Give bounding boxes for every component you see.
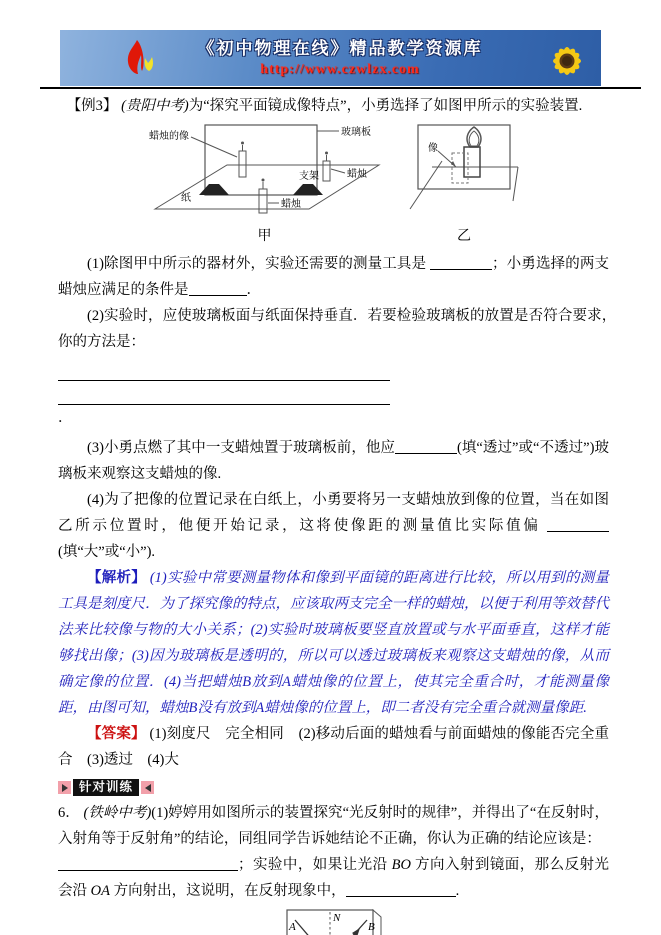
question-3	[58, 435, 609, 487]
example-tag: 【例3】	[66, 98, 118, 114]
figure-plane-mirror	[58, 908, 609, 935]
q1-text-pre: (1)除图甲中所示的器材外，实验还需要的测量工具是	[87, 256, 427, 272]
q6-blank-2	[346, 882, 456, 897]
example-source: (贵阳中考)	[121, 98, 189, 114]
label-ray-a: A	[288, 921, 296, 933]
answer-text: (1)刻度尺 完全相同 (2)移动后面的蜡烛看与前面蜡烛的像能否完全重合 (3)透过 (4)大	[58, 726, 610, 768]
q3-blank	[395, 439, 457, 454]
q6-mid-a: ；实验中，如果让光沿	[238, 857, 392, 873]
q6-text1: (1)婷婷用如图所示的装置探究“光反射时的规律”，并得出了“在反射时，入射角等于反射角”的结论，同组同学告诉她结论不正确，你认为正确的结论应该是：	[58, 805, 609, 847]
analysis-paragraph	[58, 565, 609, 721]
q6-blank-1	[58, 856, 238, 871]
q1-blank-2	[189, 281, 247, 296]
experiment-figures	[58, 121, 609, 245]
analysis-tag: 【解析】	[87, 570, 146, 586]
label-candle-front: 蜡烛	[281, 199, 301, 210]
badge-left-arrow-icon	[58, 781, 71, 794]
answer-tag: 【答案】	[87, 726, 146, 742]
label-bracket: 支架	[299, 171, 319, 182]
label-candle-right: 蜡烛	[347, 169, 367, 180]
q4-blank	[547, 517, 609, 532]
label-image: 像	[428, 143, 438, 154]
site-title: 《初中物理在线》精品教学资源库	[197, 39, 483, 58]
q6-mid-b: 方向入射到镜面，那么反射光会沿	[58, 857, 610, 899]
header-divider	[40, 87, 641, 89]
header-banner	[60, 30, 601, 86]
q4-text-pre: (4)为了把像的位置记录在白纸上，小勇要将另一支蜡烛放到像的位置，当在如图乙所示位置时，他便开始记录，这将使像距的测量值比实际值偏	[58, 492, 609, 534]
example-intro: 为“探究平面镜成像特点”，小勇选择了如图甲所示的实验装置.	[188, 98, 583, 114]
badge-right-arrow-icon	[141, 781, 154, 794]
question-1	[58, 251, 609, 303]
q6-mid-c: 方向射出，这说明，在反射现象中，	[109, 883, 346, 899]
question-2	[58, 303, 624, 355]
worksheet-content	[58, 93, 624, 935]
q4-text-post: (填“大”或“小”).	[58, 544, 156, 560]
banner-titles	[185, 34, 495, 78]
label-paper: 纸	[181, 193, 191, 204]
training-badge	[58, 779, 609, 796]
figure-jia	[147, 121, 382, 245]
figure-jia-caption: 甲	[257, 229, 272, 244]
q1-blank-1	[430, 255, 492, 270]
label-candle-image: 蜡烛的像	[149, 131, 189, 142]
answer-paragraph	[58, 721, 609, 773]
label-glass-plate: 玻璃板	[341, 127, 371, 138]
q3-text-post: (填“透过”或“不透过”)玻璃板来观察这支蜡烛的像.	[58, 440, 609, 482]
question-6	[58, 800, 609, 852]
sunflower-icon	[541, 35, 593, 86]
label-ray-b: B	[367, 921, 375, 933]
q2-text: (2)实验时，应使玻璃板面与纸面保持垂直．若要检验玻璃板的放置是否符合要求， 你的方法是：	[58, 308, 624, 350]
q2-answer-lines	[58, 357, 609, 431]
q2-end-dot: ．	[58, 410, 73, 426]
question-4	[58, 487, 609, 565]
q6-ray-oa: OA	[90, 883, 110, 899]
q6-ray-bo: BO	[391, 857, 411, 873]
q3-text-pre: (3)小勇点燃了其中一支蜡烛置于玻璃板前，他应	[87, 440, 395, 456]
q2-blank-line-1	[58, 357, 390, 381]
q6-source: (铁岭中考)	[83, 805, 152, 821]
q1-text-mid: ；小勇选择的两支蜡烛应满足的条件是	[58, 256, 610, 298]
label-normal-n: N	[332, 912, 340, 924]
q6-number: 6．	[58, 805, 80, 821]
question-6-continued	[58, 852, 609, 904]
q1-text-post: ．	[246, 282, 261, 298]
q2-blank-line-2	[58, 381, 390, 405]
site-url-link[interactable]: http://www.czwlzx.com	[260, 62, 420, 77]
figure-yi-caption: 乙	[457, 229, 471, 244]
flame-logo-icon	[115, 36, 161, 86]
q6-end-dot: .	[455, 883, 460, 899]
training-badge-label: 针对训练	[73, 779, 139, 796]
example-heading	[58, 93, 609, 119]
analysis-text: (1)实验中常要测量物体和像到平面镜的距离进行比较，所以用到的测量工具是刻度尺．为了探究像的特点，应该取两支完全一样的蜡烛，以便于利用等效替代法来比较像与物的大小关系；(2)实验时玻璃板要竖直放置或与水平面垂直，这样才能够找出像；(3)因为玻璃板是透明的，所以可以透过玻璃板来观察这支蜡烛的像，从而确定像的位置．(4)当把蜡烛B放到A蜡烛像的位置上，使其完全重合时，才能测量像距，由图可知，蜡烛B没有放到A蜡烛像的位置上，即二者没有完全重合就测量像距.	[58, 570, 610, 716]
figure-yi	[408, 121, 520, 245]
